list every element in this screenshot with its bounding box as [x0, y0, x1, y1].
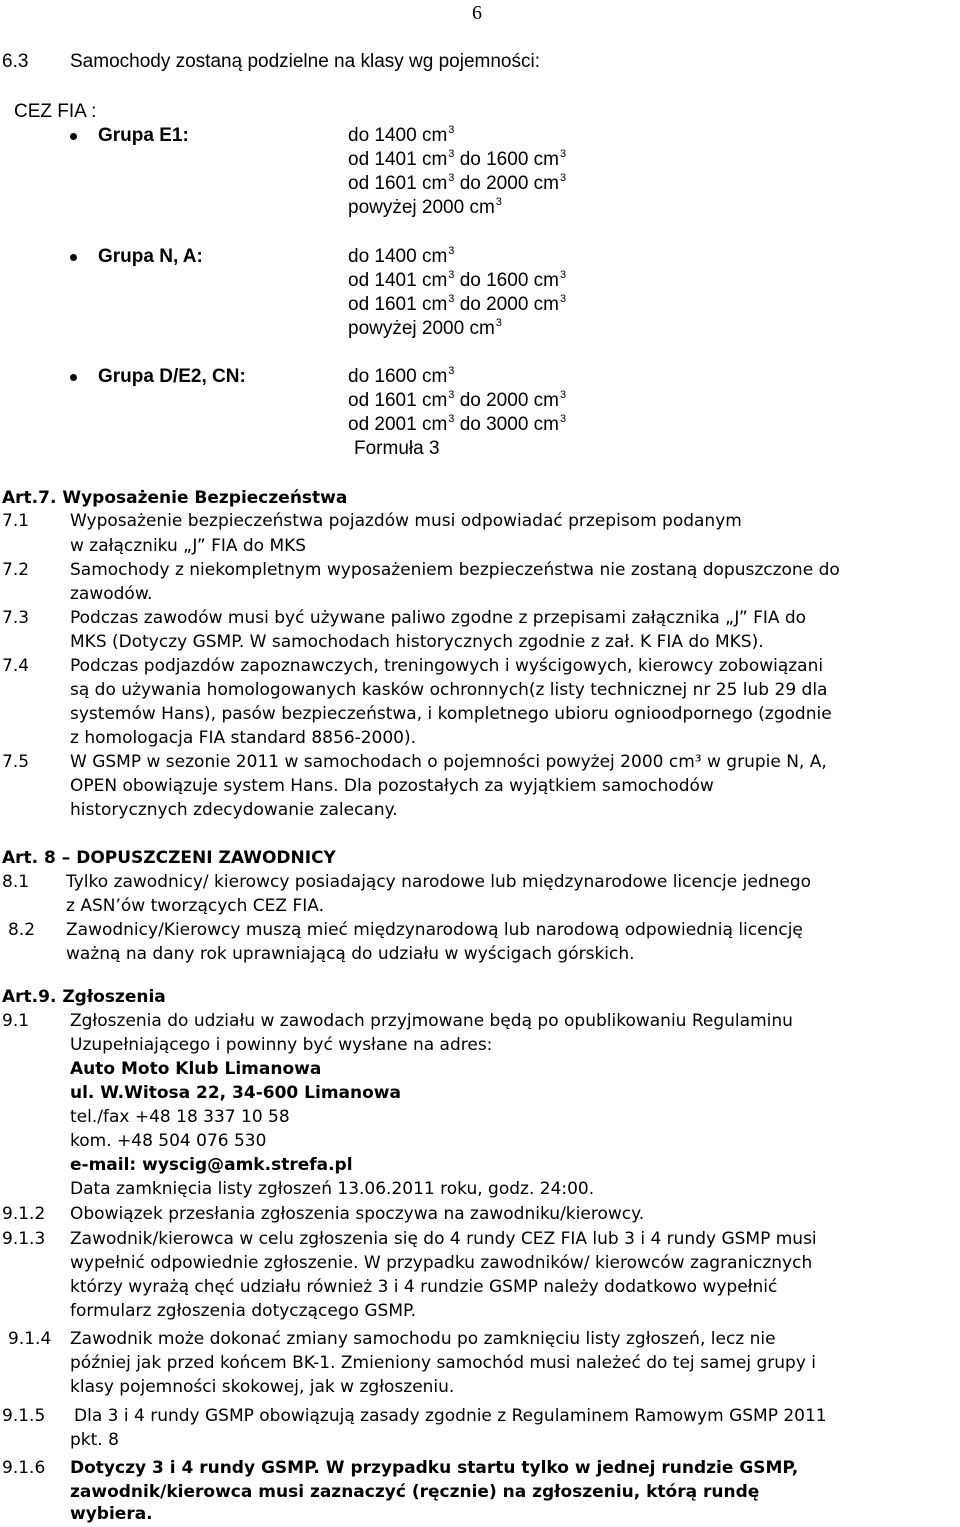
- class-item: do 1600 $cm^3$: [348, 365, 455, 387]
- section-title: Samochody zostaną podzielne na klasy wg pojemności:: [70, 51, 540, 72]
- article-heading: Art.7. Wyposażenie Bezpieczeństwa: [2, 488, 348, 508]
- item-line: Uzupełniającego i powinny być wysłane na adres:: [70, 1035, 493, 1055]
- organizer-address: ul. W.Witosa 22, 34-600 Limanowa: [70, 1083, 401, 1103]
- item-line: z ASN’ów tworzących CEZ FIA.: [66, 896, 324, 916]
- item-line: Wyposażenie bezpieczeństwa pojazdów musi odpowiadać przepisom podanym: [70, 511, 742, 531]
- item-number: 9.1: [2, 1011, 30, 1031]
- item-line: historycznych zdecydowanie zalecany.: [70, 800, 398, 820]
- bullet-icon: [70, 374, 77, 381]
- item-line: Tylko zawodnicy/ kierowcy posiadający narodowe lub międzynarodowe licencje jednego: [66, 872, 812, 892]
- item-line: Podczas podjazdów zapoznawczych, treningowych i wyścigowych, kierowcy zobowiązani: [70, 656, 824, 676]
- class-item: od 1601 $cm^3$ do 2000 $cm^3$: [348, 389, 567, 411]
- item-line: Zawodnik/kierowca w celu zgłoszenia się do 4 rundy CEZ FIA lub 3 i 4 rundy GSMP musi: [70, 1229, 817, 1249]
- group-name: Grupa D/E2, CN:: [98, 366, 246, 387]
- item-line: zawodów.: [70, 584, 153, 604]
- item-line: systemów Hans), pasów bezpieczeństwa, i kompletnego ubioru ognioodpornego (zgodnie: [70, 704, 832, 724]
- item-number: 7.3: [2, 608, 30, 628]
- item-line: Dotyczy 3 i 4 rundy GSMP. W przypadku startu tylko w jednej rundzie GSMP,: [70, 1458, 799, 1478]
- bullet-icon: [70, 254, 77, 261]
- item-line: Zawodnicy/Kierowcy muszą mieć międzynarodową lub narodową odpowiednią licencję: [66, 920, 803, 940]
- item-line: W GSMP w sezonie 2011 w samochodach o pojemności powyżej 2000 cm³ w grupie N, A,: [70, 752, 827, 772]
- class-item: powyżej 2000 $cm^3$: [348, 196, 502, 218]
- item-line: z homologacja FIA standard 8856-2000).: [70, 728, 417, 748]
- item-line: są do używania homologowanych kasków ochronnych(z listy technicznej nr 25 lub 29 dla: [70, 680, 828, 700]
- class-item: do 1400 $cm^3$: [348, 124, 455, 146]
- section-number: 6.3: [2, 51, 29, 72]
- item-line: w załączniku „J” FIA do MKS: [70, 536, 307, 556]
- item-line: wybiera.: [70, 1504, 153, 1524]
- item-number: 8.2: [8, 920, 36, 940]
- entry-deadline: Data zamknięcia listy zgłoszeń 13.06.2011 roku, godz. 24:00.: [70, 1179, 595, 1199]
- article-heading: Art. 8 – DOPUSZCZENI ZAWODNICY: [2, 848, 336, 868]
- item-line: OPEN obowiązuje system Hans. Dla pozostałych za wyjątkiem samochodów: [70, 776, 714, 796]
- article-heading: Art.9. Zgłoszenia: [2, 987, 166, 1007]
- group-name: Grupa N, A:: [98, 246, 203, 267]
- class-item: od 1401 $cm^3$ do 1600 $cm^3$: [348, 148, 567, 170]
- item-number: 9.1.2: [2, 1204, 46, 1224]
- class-item: od 1401 $cm^3$ do 1600 $cm^3$: [348, 269, 567, 291]
- item-number: 7.4: [2, 656, 30, 676]
- item-line: wypełnić odpowiednie zgłoszenie. W przypadku zawodników/ kierowców zagranicznych: [70, 1253, 813, 1273]
- bullet-icon: [70, 133, 77, 140]
- item-line: później jak przed końcem BK-1. Zmieniony samochód musi należeć do tej samej grupy i: [70, 1353, 817, 1373]
- phone-fax: tel./fax +48 18 337 10 58: [70, 1107, 290, 1127]
- cez-fia-label: CEZ FIA :: [14, 101, 97, 122]
- class-item: Formuła 3: [354, 438, 440, 459]
- item-line: Obowiązek przesłania zgłoszenia spoczywa na zawodniku/kierowcy.: [70, 1204, 645, 1224]
- class-item: od 1601 $cm^3$ do 2000 $cm^3$: [348, 172, 567, 194]
- organizer-name: Auto Moto Klub Limanowa: [70, 1059, 322, 1079]
- item-line: Zawodnik może dokonać zmiany samochodu po zamknięciu listy zgłoszeń, lecz nie: [70, 1329, 776, 1349]
- mobile-phone: kom. +48 504 076 530: [70, 1131, 267, 1151]
- group-name: Grupa E1:: [98, 125, 189, 146]
- class-item: od 2001 $cm^3$ do 3000 $cm^3$: [348, 413, 567, 435]
- item-line: którzy wyrażą chęć udziału również 3 i 4 rundzie GSMP należy dodatkowo wypełnić: [70, 1277, 778, 1297]
- item-number: 7.1: [2, 511, 30, 531]
- item-line: ważną na dany rok uprawniającą do udziału w wyścigach górskich.: [66, 944, 635, 964]
- item-line: formularz zgłoszenia dotyczącego GSMP.: [70, 1301, 417, 1321]
- item-line: Dla 3 i 4 rundy GSMP obowiązują zasady zgodnie z Regulaminem Ramowym GSMP 2011: [74, 1406, 827, 1426]
- class-item: do 1400 $cm^3$: [348, 245, 455, 267]
- item-line: pkt. 8: [70, 1430, 119, 1450]
- email-address: e-mail: wyscig@amk.strefa.pl: [70, 1155, 353, 1175]
- item-number: 9.1.6: [2, 1458, 46, 1478]
- page-number: 6: [472, 2, 482, 24]
- item-number: 9.1.4: [8, 1329, 52, 1349]
- item-number: 9.1.3: [2, 1229, 46, 1249]
- item-number: 9.1.5: [2, 1406, 46, 1426]
- item-line: MKS (Dotyczy GSMP. W samochodach historycznych zgodnie z zał. K FIA do MKS).: [70, 632, 764, 652]
- item-line: Zgłoszenia do udziału w zawodach przyjmowane będą po opublikowaniu Regulaminu: [70, 1011, 793, 1031]
- class-item: od 1601 $cm^3$ do 2000 $cm^3$: [348, 293, 567, 315]
- class-item: powyżej 2000 $cm^3$: [348, 317, 502, 339]
- item-line: Podczas zawodów musi być używane paliwo zgodne z przepisami załącznika „J” FIA do: [70, 608, 807, 628]
- item-line: klasy pojemności skokowej, jak w zgłoszeniu.: [70, 1377, 455, 1397]
- item-line: Samochody z niekompletnym wyposażeniem bezpieczeństwa nie zostaną dopuszczone do: [70, 560, 840, 580]
- item-line: zawodnik/kierowca musi zaznaczyć (ręcznie) na zgłoszeniu, którą rundę: [70, 1482, 760, 1502]
- item-number: 8.1: [2, 872, 30, 892]
- item-number: 7.5: [2, 752, 30, 772]
- item-number: 7.2: [2, 560, 30, 580]
